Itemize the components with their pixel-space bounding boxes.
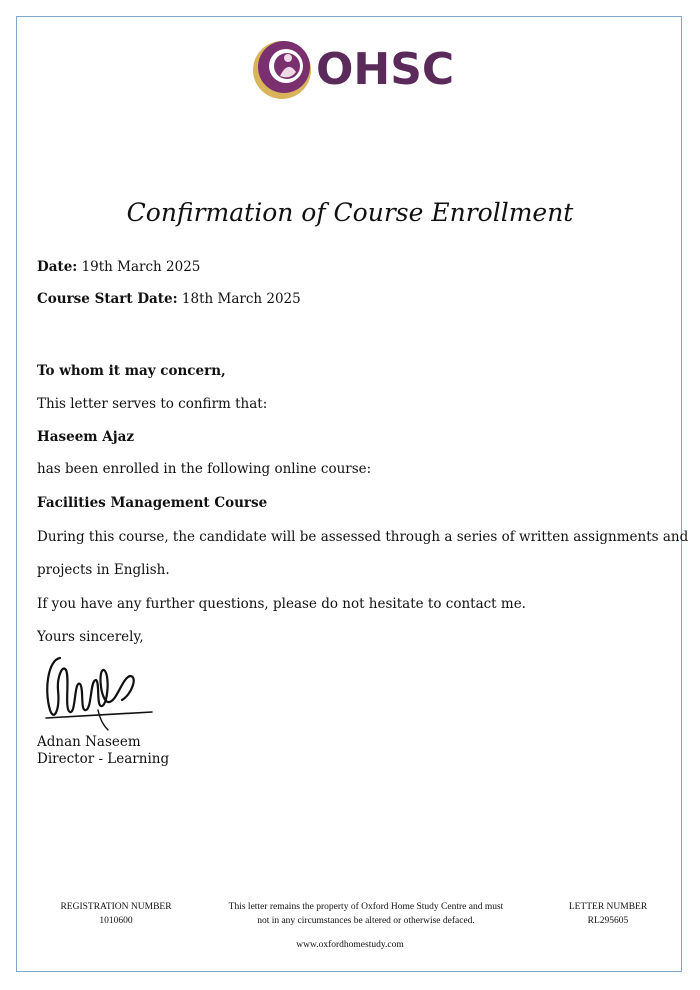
signature-image [38,650,158,734]
notice-block [216,900,516,928]
student-name: Haseem Ajaz [37,429,135,445]
ohsc-emblem-icon [250,38,314,102]
salutation: To whom it may concern, [37,363,226,379]
signatory-title: Director - Learning [37,751,170,767]
letter-title: Confirmation of Course Enrollment [126,198,574,227]
intro-text: This letter serves to confirm that: [37,396,268,412]
assessment-text-2: projects in English. [37,562,170,578]
ohsc-logo [250,38,455,102]
registration-label: REGISTRATION NUMBER [60,902,172,912]
questions-text: If you have any further questions, please do not hesitate to contact me. [37,596,526,612]
course-name: Facilities Management Course [37,495,268,511]
letter-number: RL295605 [587,916,629,926]
registration-block [46,900,186,928]
registration-number: 1010600 [99,916,133,926]
website-link[interactable]: www.oxfordhomestudy.com [296,940,404,950]
notice-line-1: This letter remains the property of Oxford Home Study Centre and must [228,902,504,912]
notice-line-2: not in any circumstances be altered or otherwise defaced. [257,916,475,926]
date-label: Date: [37,259,78,275]
start-date-row [37,290,301,308]
closing-text: Yours sincerely, [37,629,144,645]
letter-number-label: LETTER NUMBER [568,902,648,912]
start-date-value: 18th March 2025 [181,291,301,307]
date-value: 19th March 2025 [81,259,201,275]
letter-number-block [548,900,668,928]
date-row [37,258,200,276]
enrolled-text: has been enrolled in the following online course: [37,461,372,477]
start-date-label: Course Start Date: [37,291,178,307]
assessment-text-1: During this course, the candidate will be assessed through a series of written assignments and [37,529,689,545]
signatory-name: Adnan Naseem [37,734,141,750]
brand-name: OHSC [316,44,455,95]
